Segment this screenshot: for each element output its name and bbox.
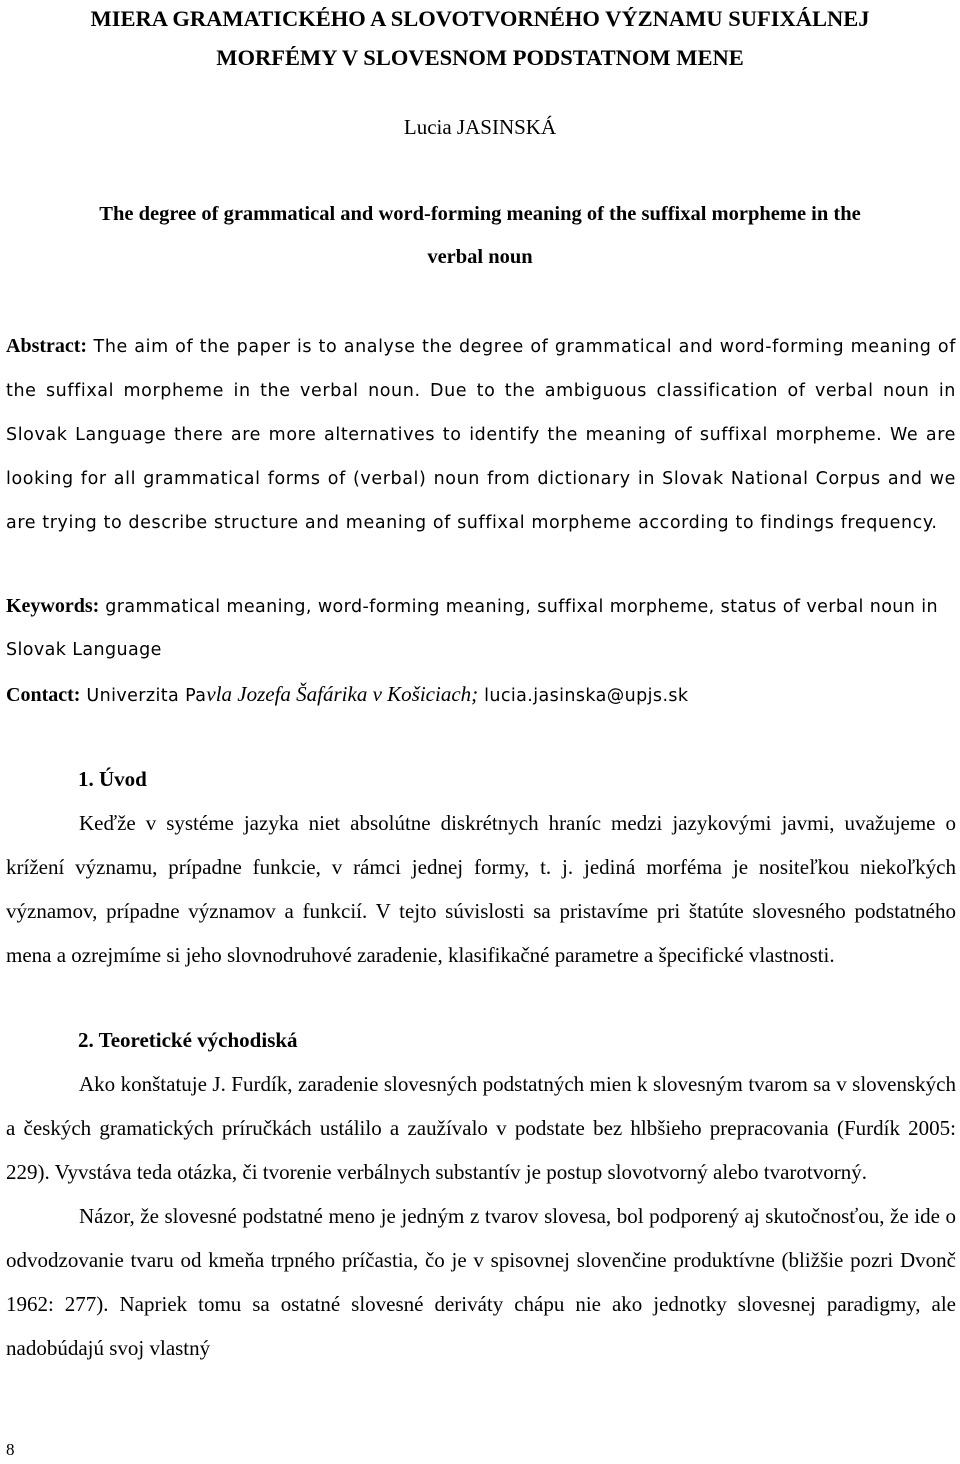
section-1-body [6, 801, 956, 977]
english-title-line-2: verbal noun [427, 246, 533, 268]
abstract-text: The aim of the paper is to analyse the degree of grammatical and word-forming meaning of the suffixal morpheme in the verbal noun. Due to the ambiguous classification of verbal noun in Slovak Language there are more alternatives to identify the meaning of suffixal morpheme. We are looking for all grammatical forms of (verbal) noun from dictionary in Slovak National Corpus and we are trying to describe structure and meaning of suffixal morpheme according to findings frequency. [6, 337, 956, 533]
section-2-paragraph-2: Názor, že slovesné podstatné meno je jedným z tvarov slovesa, bol podporený aj skutočnosťou, že ide o odvodzovanie tvaru od kmeňa trpného príčastia, čo je v spisovnej slovenčine produktívne (bližšie pozri Dvonč 1962: 277). Napriek tomu sa ostatné slovesné deriváty chápu nie ako jednotky slovesnej paradigmy, ale nadobúdajú svoj vlastný [6, 1204, 956, 1360]
contact-affiliation-italic: vla Jozefa Šafárika v Košiciach; [206, 682, 479, 706]
section-2-paragraph-1: Ako konštatuje J. Furdík, zaradenie slovesných podstatných mien k slovesným tvarom sa v slovenských a českých gramatických príručkách ustálilo a zaužívalo v podstate bez hlbšieho prepracovania (Furdík 2005: 229). Vyvstáva teda otázka, či tvorenie verbálnych substantív je postup slovotvorný alebo tvarotvorný. [6, 1072, 956, 1184]
paper-title-line-1: MIERA GRAMATICKÉHO A SLOVOTVORNÉHO VÝZNAMU SUFIXÁLNEJ [90, 6, 870, 31]
section-1-heading: 1. Úvod [78, 767, 147, 791]
contact-affiliation: Univerzita Pa [80, 686, 207, 706]
abstract-label: Abstract: [6, 335, 88, 357]
paper-title-line-2: MORFÉMY V SLOVESNOM PODSTATNOM MENE [216, 45, 744, 70]
keywords-text: grammatical meaning, word-forming meaning, suffixal morpheme, status of verbal noun in Slovak Language [6, 597, 939, 660]
author-name: Lucia JASINSKÁ [403, 115, 557, 139]
contact-label: Contact: [6, 684, 81, 706]
page-number: 8 [6, 1440, 15, 1459]
contact [6, 672, 956, 718]
keywords [6, 585, 956, 672]
abstract [6, 324, 956, 545]
section-2-heading: 2. Teoretické východiská [78, 1028, 298, 1052]
section-1-paragraph: Keďže v systéme jazyka niet absolútne diskrétnych hraníc medzi jazykovými javmi, uvažujeme o krížení významu, prípadne funkcie, v rámci jednej formy, t. j. jediná morféma je nositeľkou niekoľkých významov, prípadne významov a funkcií. V tejto súvislosti sa pristavíme pri štatúte slovesného podstatného mena a ozrejmíme si jeho slovnodruhové zaradenie, klasifikačné parametre a špecifické vlastnosti. [6, 811, 956, 967]
keywords-label: Keywords: [6, 595, 100, 617]
english-title-line-1: The degree of grammatical and word-forming meaning of the suffixal morpheme in the [99, 203, 861, 225]
contact-email: lucia.jasinska@upjs.sk [478, 686, 689, 706]
section-2-body [6, 1062, 956, 1370]
